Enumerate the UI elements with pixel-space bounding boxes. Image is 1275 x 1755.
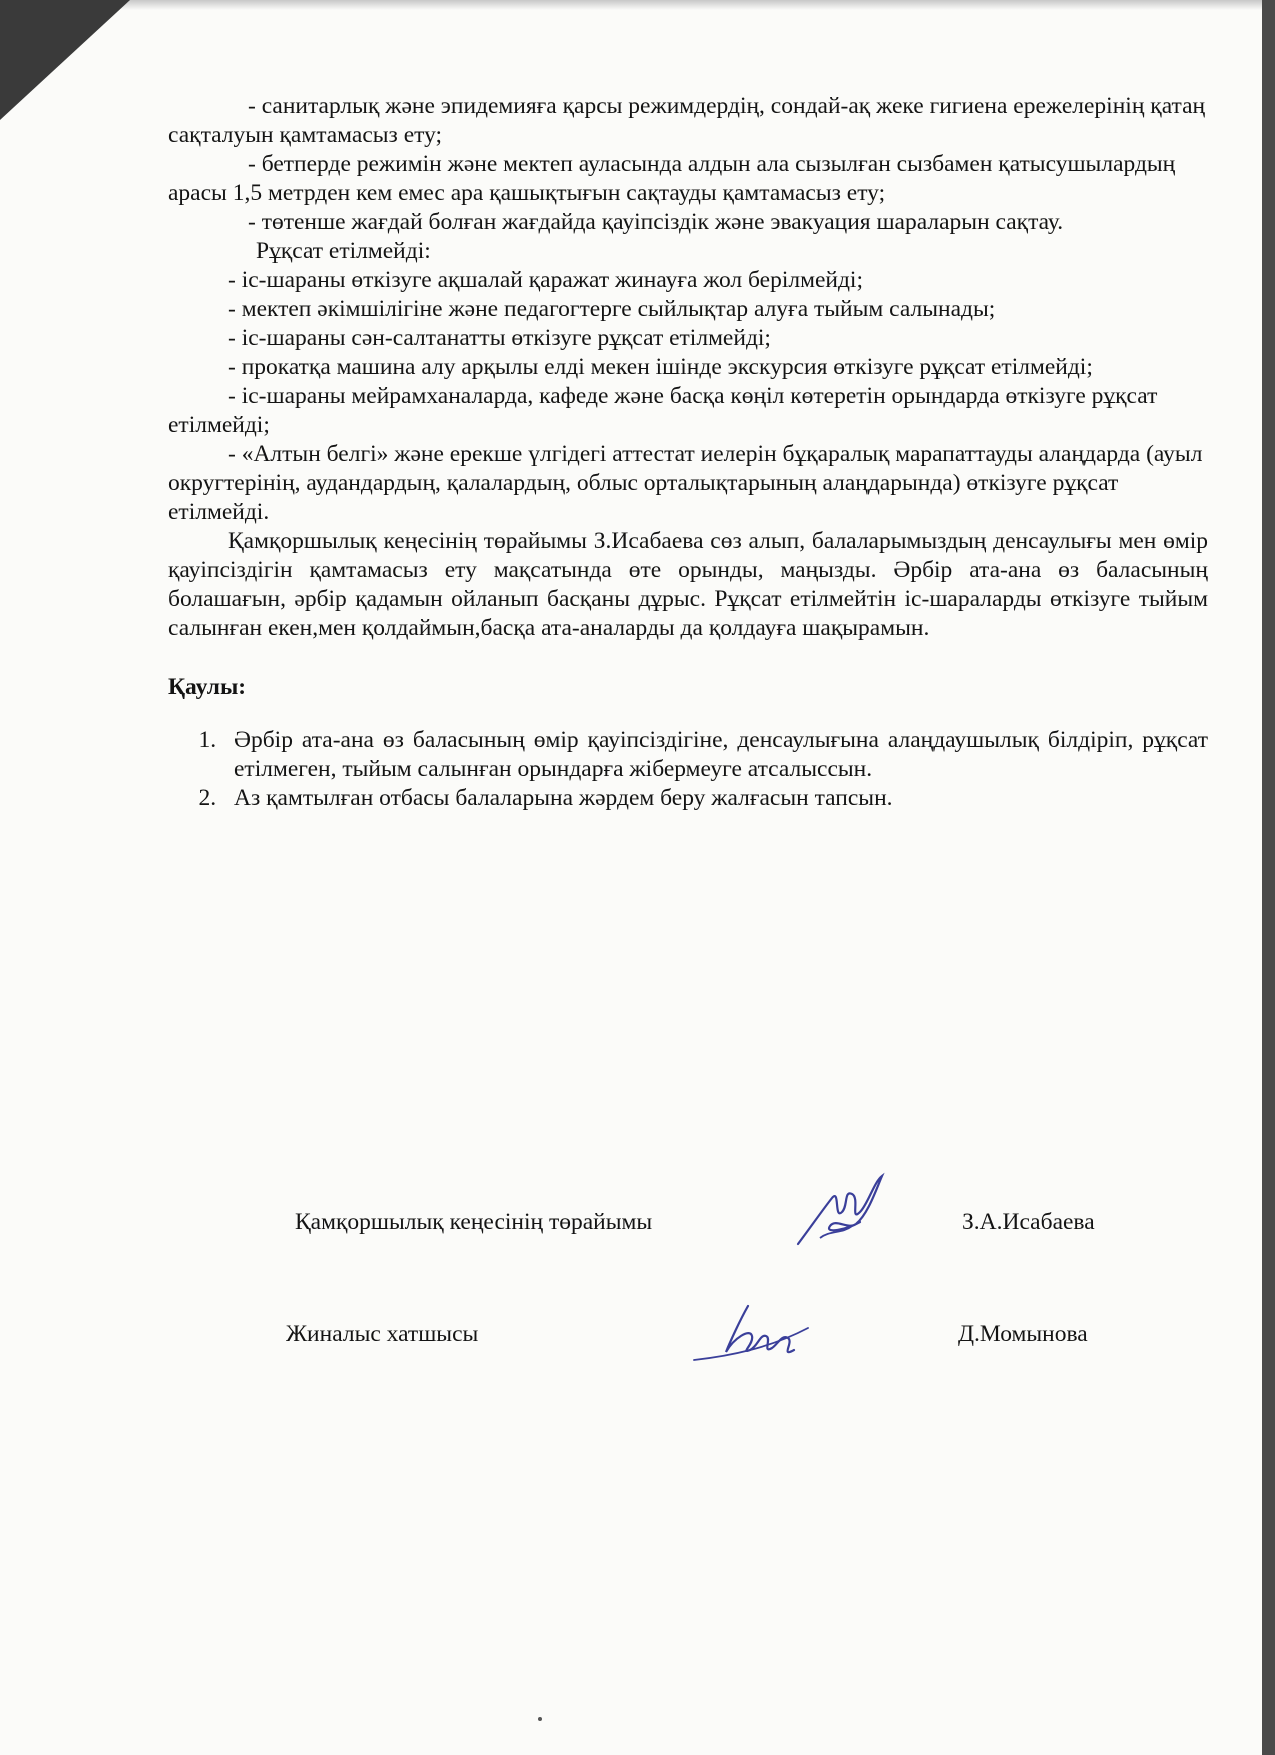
required-item-1: - санитарлық және эпидемияға қарсы режимдердің, сондай-ақ жеке гигиена ережелерінің қатаң сақталуын қамтамасыз ету; bbox=[168, 93, 1206, 148]
resolution-item-2: 2. Аз қамтылған отбасы балаларына жәрдем беру жалғасын тапсын. bbox=[222, 784, 1208, 813]
not-allowed-item-4: - прокатқа машина алу арқылы елді мекен ішінде экскурсия өткізуге рұқсат етілмейді; bbox=[228, 354, 1093, 380]
document-body bbox=[168, 92, 1208, 813]
required-item-3: - төтенше жағдай болған жағдайда қауіпсіздік және эвакуация шараларын сақтау. bbox=[248, 209, 1064, 235]
not-allowed-item-5: - іс-шараны мейрамханаларда, кафеде және басқа көңіл көтеретін орындарда өткізуге рұқсат етілмейді; bbox=[168, 383, 1158, 438]
folded-corner bbox=[0, 0, 130, 120]
not-allowed-heading: Рұқсат етілмейді: bbox=[256, 238, 431, 264]
not-allowed-item-3: - іс-шараны сән-салтанатты өткізуге рұқсат етілмейді; bbox=[228, 325, 771, 351]
signature-role-secretary: Жиналыс хатшысы bbox=[286, 1321, 479, 1347]
resolution-list bbox=[168, 726, 1208, 813]
chair-signature-icon bbox=[790, 1168, 890, 1250]
scan-speck bbox=[538, 1717, 542, 1721]
secretary-signature-icon bbox=[690, 1298, 830, 1370]
not-allowed-item-2: - мектеп әкімшілігіне және педагогтерге сыйлықтар алуға тыйым салынады; bbox=[228, 296, 996, 322]
required-item-2: - бетперде режимін және мектеп ауласында алдын ала сызылған сызбамен қатысушылардың арасы 1,5 метрден кем емес ара қашықтығын сақтауды қамтамасыз ету; bbox=[168, 151, 1176, 206]
signature-role-chair: Қамқоршылық кеңесінің төрайымы bbox=[295, 1209, 653, 1235]
signature-name-secretary: Д.Момынова bbox=[958, 1321, 1088, 1347]
scan-edge bbox=[0, 0, 1262, 10]
not-allowed-item-1: - іс-шараны өткізуге ақшалай қаражат жинауға жол берілмейді; bbox=[228, 267, 863, 293]
signature-name-chair: З.А.Исабаева bbox=[962, 1209, 1095, 1235]
not-allowed-item-6: - «Алтын белгі» және ерекше үлгідегі аттестат иелерін бұқаралық марапаттауды алаңдарда (ауыл округтерінің, аудандардың, қалалардың, облыс орталықтарының алаңдарында) өткізуге рұқсат етілмейді. bbox=[168, 441, 1203, 525]
resolution-heading: Қаулы: bbox=[168, 674, 247, 700]
resolution-item-1: 1. Әрбір ата-ана өз баласының өмір қауіпсіздігіне, денсаулығына алаңдаушылық білдіріп, рұқсат етілмеген, тыйым салынған орындарға жібермеуге атсалыссын. bbox=[222, 726, 1208, 784]
speech-paragraph: Қамқоршылық кеңесінің төрайымы З.Исабаева сөз алып, балаларымыздың денсаулығы мен өмір қауіпсіздігін қамтамасыз ету мақсатында өте орынды, маңызды. Әрбір ата-ана өз баласының болашағын, әрбір қадамын ойланып басқаны дұрыс. Рұқсат етілмейтін іс-шараларды өткізуге тыйым салынған екен,мен қолдаймын,басқа ата-аналарды да қолдауға шақырамын. bbox=[168, 528, 1208, 641]
